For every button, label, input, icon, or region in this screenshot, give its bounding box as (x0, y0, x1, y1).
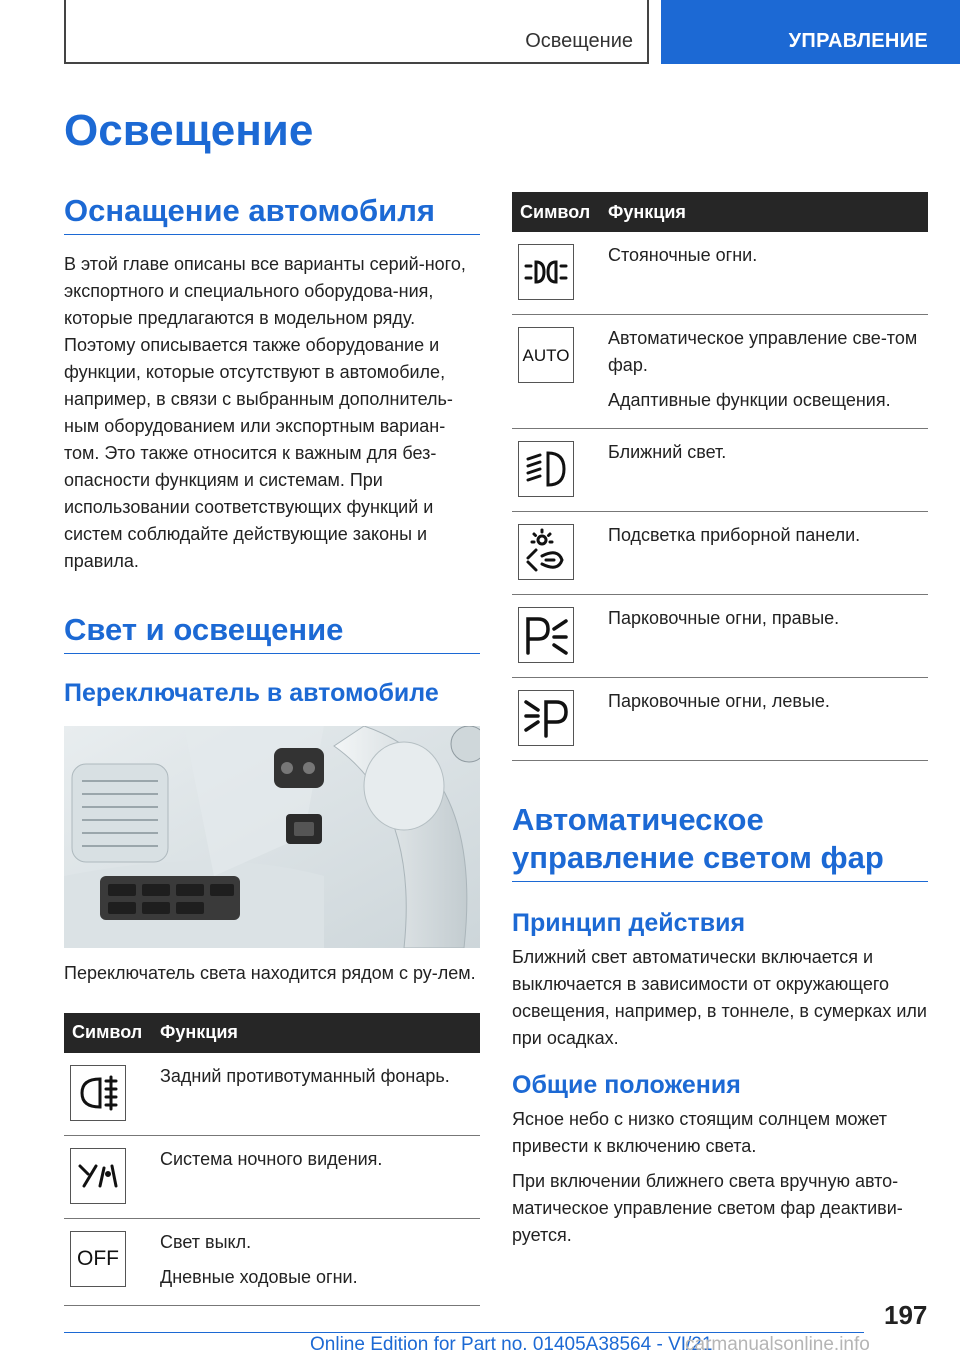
switch-caption: Переключатель света находится рядом с ру-лем. (64, 962, 476, 983)
row-function: Дневные ходовые огни. (160, 1266, 358, 1287)
col-symbol-header: Символ (512, 192, 600, 232)
parking-light-right-icon (518, 607, 574, 663)
heading-auto-headlights: Автоматическое управление светом фар (512, 801, 928, 882)
left-column (64, 192, 480, 1306)
heading-general: Общие положения (512, 1070, 741, 1099)
auto-icon (518, 327, 574, 383)
symbol-table-left (64, 1013, 480, 1306)
instrument-lighting-icon (518, 524, 574, 580)
table-row (512, 429, 928, 512)
page-title: Освещение (64, 106, 314, 155)
parking-light-left-icon (518, 690, 574, 746)
equipment-text: В этой главе описаны все варианты серий-ного, экспортного и специального оборудова-ния, которые предлагаются в модельном ряду. Поэтому описывается также оборудование и функции, которые отсутствуют в автомобиле, например, в связи с выбранным дополнитель-ным оборудованием или экспортным вариан-том. Это также относится к важным для без-опасности функциям и системам. При использовании соответствующих функций и систем соблюдайте действующие законы и правила. (64, 253, 466, 571)
auto-icon-text: AUTO (522, 345, 570, 365)
rear-fog-light-icon (70, 1065, 126, 1121)
table-row (512, 232, 928, 315)
row-function: Парковочные огни, правые. (608, 608, 840, 628)
heading-switch: Переключатель в автомобиле (64, 678, 439, 707)
row-function: Стояночные огни. (608, 245, 758, 265)
general-text-1: Ясное небо с низко стоящим солнцем может привести к включению света. (512, 1108, 888, 1156)
header-section-label: Освещение (525, 30, 633, 52)
col-function-header: Функция (600, 192, 928, 232)
table-row (512, 315, 928, 429)
table-row (64, 1053, 480, 1136)
edition-label: Online Edition for Part no. 01405A38564 - VI/21 (310, 1334, 713, 1355)
table-row (512, 595, 928, 678)
table-row (64, 1135, 480, 1218)
row-function: Задний противотуманный фонарь. (160, 1065, 450, 1086)
heading-principle: Принцип действия (512, 908, 746, 937)
light-switch-photo (64, 726, 480, 948)
page-number: 197 (884, 1300, 928, 1330)
col-function-header: Функция (152, 1013, 480, 1053)
heading-light: Свет и освещение (64, 611, 480, 654)
dashboard-illustration (64, 726, 480, 948)
parking-lights-icon (518, 244, 574, 300)
row-function: Ближний свет. (608, 442, 727, 462)
header-section-tab (64, 0, 649, 64)
row-function: Подсветка приборной панели. (608, 525, 861, 545)
symbol-table-right (512, 192, 928, 761)
table-header (64, 1013, 480, 1053)
off-icon-text: OFF (77, 1247, 119, 1271)
heading-equipment: Оснащение автомобиля (64, 192, 480, 235)
row-function: Адаптивные функции освещения. (608, 390, 891, 410)
off-icon (70, 1231, 126, 1287)
general-text-2: При включении ближнего света вручную авто-матическое управление светом фар деактиви-руется. (512, 1170, 903, 1245)
row-function: Парковочные огни, левые. (608, 691, 830, 711)
footer-divider (64, 1332, 864, 1333)
row-function: Автоматическое управление све-том фар. (608, 328, 918, 375)
row-function: Свет выкл. (160, 1231, 252, 1252)
right-column (512, 192, 928, 1249)
col-symbol-header: Символ (64, 1013, 152, 1053)
header-chapter-label: УПРАВЛЕНИЕ (788, 30, 928, 52)
low-beam-icon (518, 441, 574, 497)
night-vision-icon (70, 1148, 126, 1204)
row-function: Система ночного видения. (160, 1148, 383, 1169)
header-chapter-tab (661, 0, 960, 64)
watermark: carmanualsonline.info (685, 1334, 870, 1355)
table-row (64, 1218, 480, 1305)
principle-text: Ближний свет автоматически включается и выключается в зависимости от окружающего освещения, например, в тоннеле, в сумерках или при осадках. (512, 946, 927, 1048)
table-row (512, 512, 928, 595)
table-row (512, 678, 928, 761)
table-header (512, 192, 928, 232)
